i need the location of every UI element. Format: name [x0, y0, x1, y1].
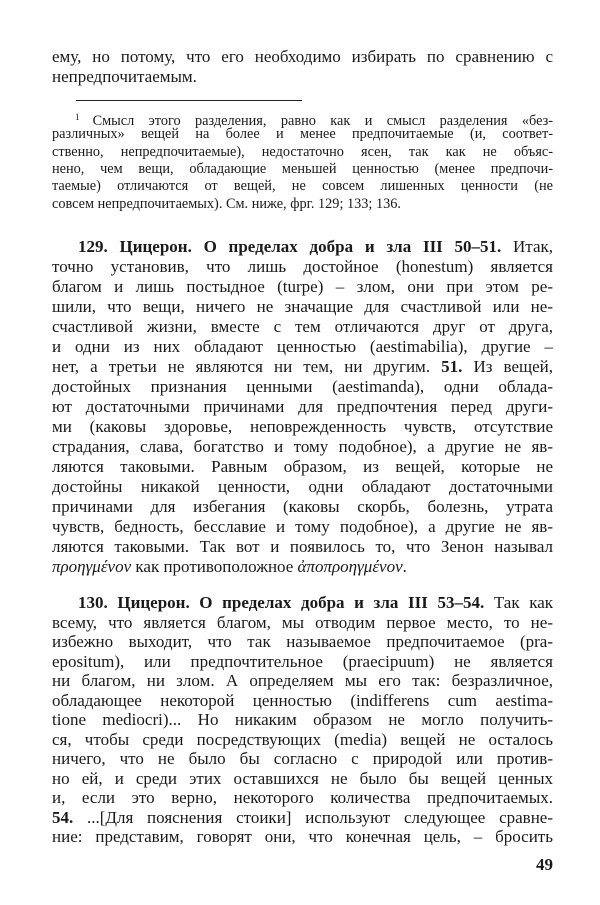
greek-term: ἀποπροηγμένον	[297, 557, 403, 576]
text-segment: ние: представим, говорят они, что конечная цель, – бросить	[52, 827, 553, 846]
text-segment: ют достаточными причинами для предпочтения перед други-	[52, 397, 553, 416]
text-segment: всему, что является благом, мы отводим первое место, то не-	[52, 612, 553, 632]
text-segment: но ей, и среди этих оставшихся не было бы вещей ценных	[52, 768, 553, 788]
text-segment: достойных признания ценными (aestimanda), одни облада-	[52, 377, 553, 396]
greek-term: προηγμένον	[52, 557, 132, 576]
footnote-divider	[76, 100, 302, 101]
text-line	[52, 827, 553, 847]
text-line	[52, 317, 553, 337]
text-segment: нет, а третьи не являются ни тем, ни другим.	[52, 357, 442, 376]
text-segment: Из вещей,	[462, 357, 553, 376]
text-segment: Смысл этого разделения, равно как и смысл разделения «без-	[92, 113, 554, 129]
text-line	[52, 497, 553, 517]
text-segment: непредпочитаемым.	[52, 67, 197, 86]
text-segment: epositum), или предпочтительное (praecipuum) не является	[52, 651, 553, 671]
text-line	[52, 477, 553, 497]
text-segment: различных» вещей на более и менее предпочитаемые (и, соответ-	[52, 126, 553, 143]
text-line	[52, 769, 553, 789]
text-line	[52, 357, 553, 377]
text-line	[52, 517, 553, 537]
text-line	[52, 691, 553, 711]
text-segment: счастливой жизни, вместе с тем отличаются друг от друга,	[52, 317, 553, 336]
text-line	[52, 161, 553, 178]
text-segment: tione mediocri)... Но никаким образом не могло получить-	[52, 710, 553, 729]
text-segment: ми (каковы здоровье, неповрежденность чувств, отсутствие	[52, 417, 553, 436]
text-line	[52, 67, 553, 87]
text-segment: обладающее некоторой ценностью (indifferens cum aestima-	[52, 690, 553, 710]
text-segment: ничего, что не было бы согласно с природой или против-	[52, 749, 553, 768]
text-segment: совсем непредпочитаемых). См. ниже, фрг. 129; 133; 136.	[52, 195, 402, 212]
text-line	[52, 257, 553, 277]
bold-reference: 54.	[52, 807, 74, 827]
text-segment: ни благом, ни злом. А определяем мы его так: безразличное,	[52, 671, 553, 690]
text-segment: ственно, непредпочитаемые), недостаточно ясен, так как не объяс-	[52, 143, 553, 160]
text-segment: шили, что вещи, ничего не значащие для счастливой или не-	[52, 297, 553, 316]
text-line	[52, 632, 553, 652]
text-segment: благом и лишь постыдное (turpe) – злом, они при этом ре-	[52, 277, 553, 296]
text-line	[52, 652, 553, 672]
bold-reference: 130. Цицерон. О пределах добра и зла III 53–54.	[78, 593, 485, 612]
text-segment: и одни из них обладают ценностью (aestimabilia), другие –	[52, 337, 553, 356]
text-line	[52, 377, 553, 397]
text-line	[52, 47, 553, 67]
text-line	[52, 178, 553, 195]
text-line	[52, 126, 553, 143]
text-segment: ляются таковыми. Так вот и появилось то, что Зенон называл	[52, 537, 553, 556]
text-segment: Так как	[484, 593, 553, 612]
text-line	[52, 808, 553, 828]
text-line	[52, 671, 553, 691]
text-line	[52, 749, 553, 769]
text-segment: нено, чем вещи, обладающие меньшей ценностью (менее предпочи-	[52, 160, 553, 177]
text-line	[52, 196, 553, 213]
text-segment: ляются таковыми. Равным образом, из вещей, которые не	[52, 457, 553, 476]
text-segment: как противоположное	[131, 557, 298, 576]
text-line	[52, 337, 553, 357]
text-segment: .	[402, 557, 407, 576]
footnote-marker: 1	[75, 112, 93, 122]
text-line	[52, 457, 553, 477]
text-line	[52, 397, 553, 417]
text-line	[52, 297, 553, 317]
text-segment: точно установив, что лишь достойное (honestum) является	[52, 257, 553, 276]
text-line	[52, 277, 553, 297]
text-line	[52, 437, 553, 457]
text-segment: ...[Для пояснения стоики] используют следующее сравне-	[73, 807, 553, 827]
text-line	[52, 537, 553, 557]
text-line	[52, 144, 553, 161]
text-line	[78, 593, 553, 613]
text-segment: избежно выходит, что так называемое предпочитаемое (pra-	[52, 632, 553, 651]
bold-reference: 129. Цицерон. О пределах добра и зла III 50–51.	[78, 237, 502, 256]
text-segment: страдания, слава, богатство и тому подобное), а другие не яв-	[52, 437, 553, 456]
text-line	[52, 557, 553, 577]
text-line	[52, 417, 553, 437]
text-line	[52, 730, 553, 750]
text-line	[52, 788, 553, 808]
text-segment: причинами для избегания (каковы скорбь, болезнь, утрата	[52, 497, 553, 516]
text-line	[52, 710, 553, 730]
text-segment: достойны никакой ценности, одни обладают достаточными	[52, 477, 553, 496]
page-number: 49	[536, 855, 553, 874]
text-line	[78, 237, 553, 257]
bold-reference: 51.	[441, 357, 463, 376]
text-segment: Итак,	[501, 237, 554, 256]
text-segment: и, если это верно, некоторого количества предпочитаемых.	[52, 788, 553, 807]
text-segment: ся, чтобы среди посредствующих (media) вещей не осталось	[52, 729, 553, 749]
text-segment: чувств, бедность, бесславие и тому подобное), а другие не яв-	[52, 517, 553, 536]
text-segment: таемые) отличаются от вещей, не совсем лишенных ценности (не	[52, 178, 553, 195]
text-line	[52, 613, 553, 633]
text-segment: ему, но потому, что его необходимо избирать по сравнению с	[52, 47, 553, 66]
